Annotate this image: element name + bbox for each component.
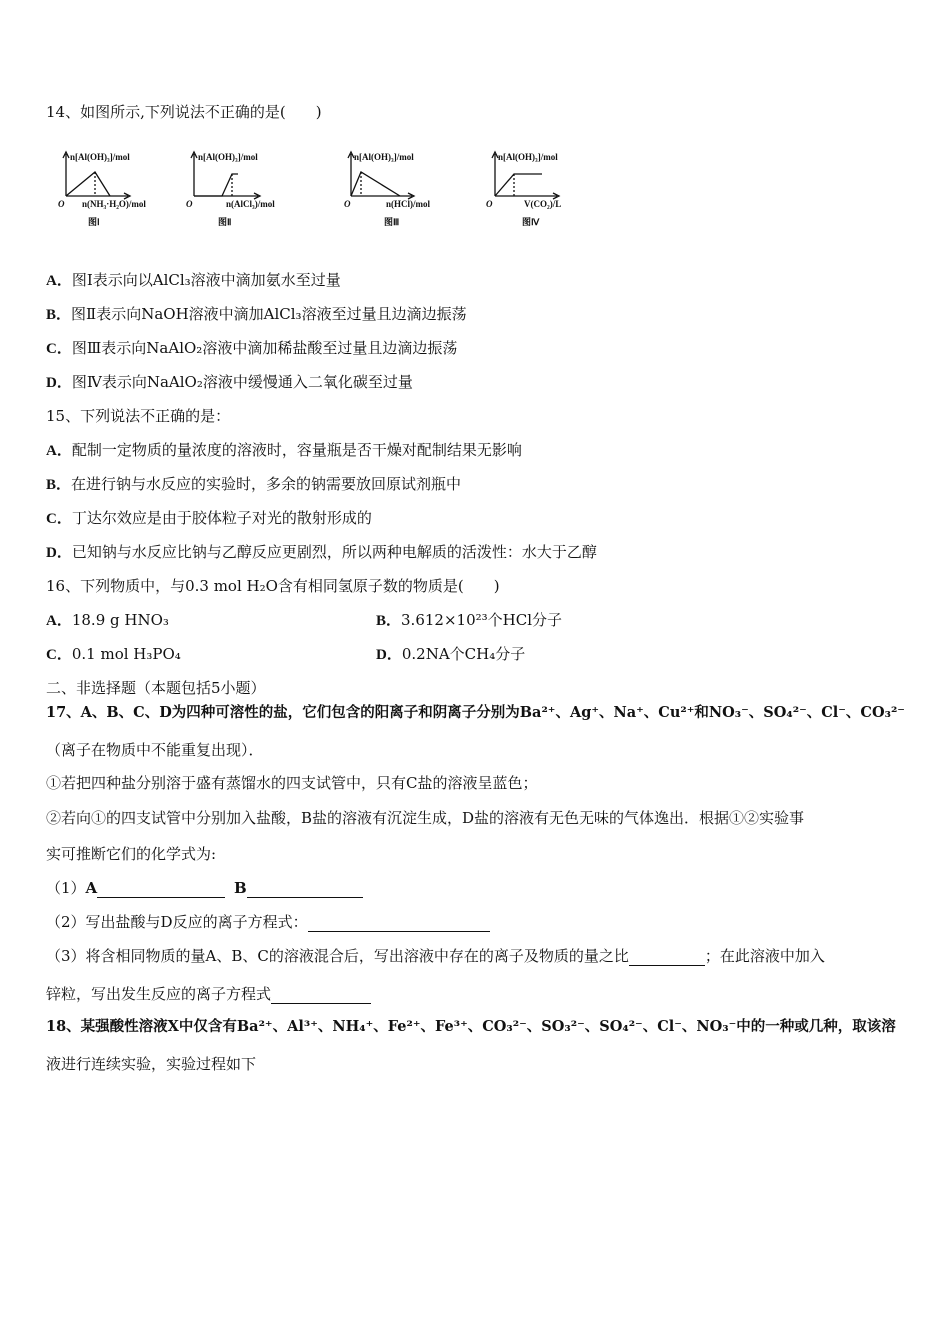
answer-blank-zinc-equation[interactable] [271, 988, 371, 1004]
q16-stem: 16、下列物质中，与0.3 mol H₂O含有相同氢原子数的物质是( ) [46, 577, 500, 595]
graph4-caption: 图Ⅳ [522, 217, 540, 227]
q15-stem: 15、下列说法不正确的是： [46, 407, 231, 425]
graph4-origin: O [486, 199, 493, 209]
q17-sub1: （1）A B [46, 878, 363, 898]
q17-sub3-cont: 锌粒，写出发生反应的离子方程式 [46, 984, 371, 1004]
q14-stem: 14、如图所示,下列说法不正确的是( ) [46, 103, 322, 121]
q15-option-a: A．配制一定物质的量浓度的溶液时，容量瓶是否干燥对配制结果无影响 [46, 441, 522, 459]
q14-graphs [0, 0, 950, 240]
q16-option-c: C．0.1 mol H₃PO₄ [46, 645, 181, 663]
q17-condition-1: ①若把四种盐分别溶于盛有蒸馏水的四支试管中，只有C盐的溶液呈蓝色； [46, 774, 538, 792]
graph2-origin: O [186, 199, 193, 209]
answer-blank-d-equation[interactable] [308, 916, 490, 932]
graph3-origin: O [344, 199, 351, 209]
graph1-origin: O [58, 199, 65, 209]
graph2-curve [194, 174, 238, 196]
q14-option-c: C．图Ⅲ表示向NaAlO₂溶液中滴加稀盐酸至过量且边滴边振荡 [46, 339, 458, 357]
answer-blank-b[interactable] [247, 882, 363, 898]
q16-option-a: A．18.9 g HNO₃ [46, 611, 169, 629]
graph4-ylabel: n[Al(OH)₃]/mol [498, 152, 558, 162]
q16-option-d: D．0.2NA个CH₄分子 [376, 645, 526, 663]
q15-option-b: B．在进行钠与水反应的实验时，多余的钠需要放回原试剂瓶中 [46, 475, 462, 493]
q17-sub2: （2）写出盐酸与D反应的离子方程式： [46, 912, 490, 932]
q15-option-d: D．已知钠与水反应比钠与乙醇反应更剧烈，所以两种电解质的活泼性：水大于乙醇 [46, 543, 597, 561]
graph2-ylabel: n[Al(OH)₃]/mol [198, 152, 258, 162]
q14-option-b: B．图Ⅱ表示向NaOH溶液中滴加AlCl₃溶液至过量且边滴边振荡 [46, 305, 467, 323]
graph3-caption: 图Ⅲ [384, 217, 400, 227]
graph4-curve [495, 174, 542, 196]
section-title: 二、非选择题（本题包括5小题） [46, 679, 266, 697]
q14-option-a: A．图Ⅰ表示向以AlCl₃溶液中滴加氨水至过量 [46, 271, 341, 289]
q17-condition-2: ②若向①的四支试管中分别加入盐酸，B盐的溶液有沉淀生成，D盐的溶液有无色无味的气体逸出．根据①②实验事 [46, 809, 805, 827]
graph1-xlabel: n(NH₃·H₂O)/mol [82, 199, 146, 209]
q17-sub3: （3）将含相同物质的量A、B、C的溶液混合后，写出溶液中存在的离子及物质的量之比 ；在此溶液中加入 [46, 947, 825, 965]
q18-stem-cont: 液进行连续实验，实验过程如下 [46, 1055, 257, 1073]
q18-stem: 18、某强酸性溶液X中仅含有Ba²⁺、Al³⁺、NH₄⁺、Fe²⁺、Fe³⁺、CO₃²⁻、SO₃²⁻、SO₄²⁻、Cl⁻、NO₃⁻中的一种或几种，取该溶 [46, 1018, 896, 1035]
graph1-ylabel: n[Al(OH)₃]/mol [70, 152, 130, 162]
graph3-curve [351, 172, 400, 196]
q15-option-c: C．丁达尔效应是由于胶体粒子对光的散射形成的 [46, 509, 372, 527]
graph1-caption: 图Ⅰ [88, 217, 100, 227]
answer-blank-a[interactable] [97, 882, 225, 898]
graph2-caption: 图Ⅱ [218, 217, 232, 227]
graph2-xlabel: n(AlCl₃)/mol [226, 199, 275, 209]
answer-blank-ion-ratio[interactable] [629, 950, 705, 966]
graph3-xlabel: n(HCl)/mol [386, 199, 430, 209]
q17-condition-2-cont: 实可推断它们的化学式为: [46, 845, 217, 863]
q17-stem-cont: （离子在物质中不能重复出现）． [46, 741, 264, 759]
q17-stem: 17、A、B、C、D为四种可溶性的盐，它们包含的阳离子和阴离子分别为Ba²⁺、Ag⁺、Na⁺、Cu²⁺和NO₃⁻、SO₄²⁻、Cl⁻、CO₃²⁻ [46, 704, 905, 721]
graph1-curve [66, 172, 110, 196]
q14-option-d: D．图Ⅳ表示向NaAlO₂溶液中缓慢通入二氧化碳至过量 [46, 373, 413, 391]
graph4-xlabel: V(CO₂)/L [524, 199, 562, 209]
graph3-ylabel: n[Al(OH)₃]/mol [354, 152, 414, 162]
q16-option-b: B．3.612×10²³个HCl分子 [376, 611, 562, 629]
